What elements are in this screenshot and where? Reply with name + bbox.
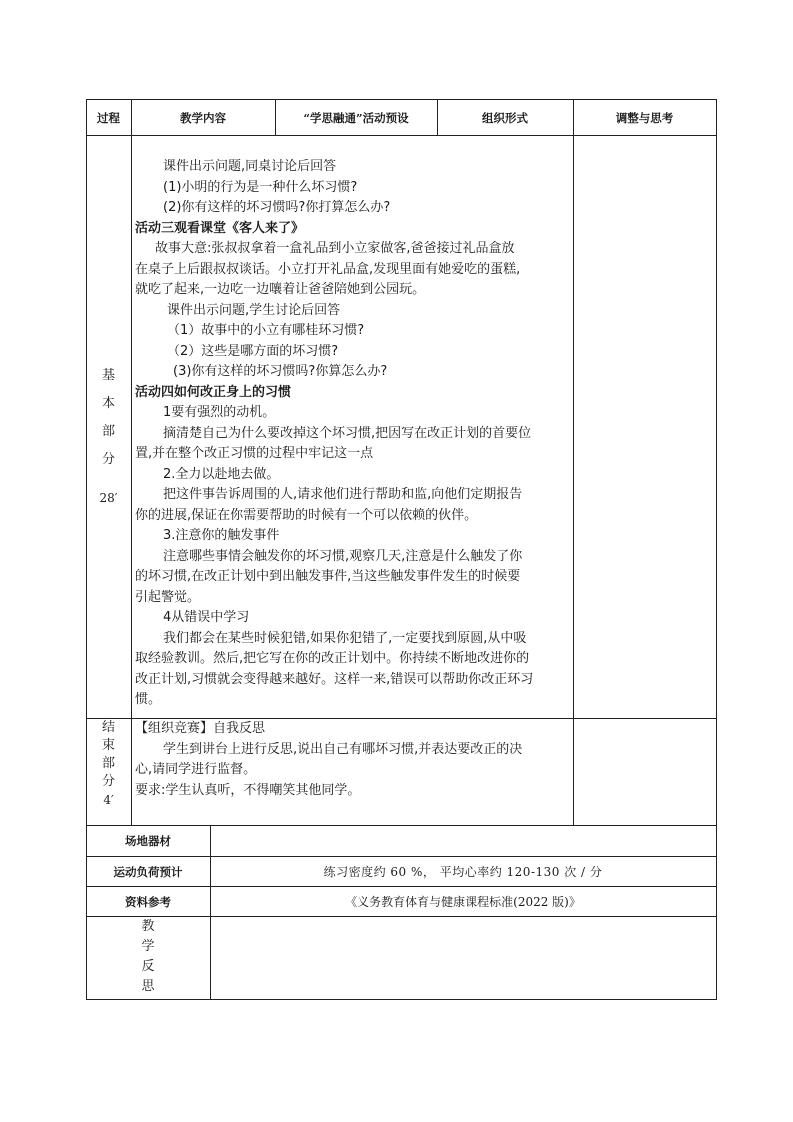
end-label-char: 束 <box>101 738 115 753</box>
header-adjust-reflect: 调整与思考 <box>615 110 674 125</box>
basic-section-label <box>86 366 131 516</box>
basic-section-content <box>135 157 571 711</box>
content-line: 故事大意:张叔叔拿着一盒礼品到小立家做客,爸爸接过礼品盒放 <box>155 241 515 256</box>
content-line: 你的进展,保证在你需要帮助的时候有一个可以依赖的伙伴。 <box>135 507 478 523</box>
activity-heading: 活动四如何改正身上的习惯 <box>135 384 292 400</box>
reflection-label-char: 反 <box>141 959 155 974</box>
activity-heading: 活动三观看课堂《客人来了》 <box>135 220 305 236</box>
col-divider-1 <box>131 99 132 825</box>
exercise-load-value: 练习密度约 60 %， 平均心率约 120-130 次 / 分 <box>323 865 603 879</box>
reflection-label-char: 学 <box>141 939 155 954</box>
content-line: 引起警觉。 <box>135 589 201 605</box>
content-line: 取经验教训。然后,把它写在你的改正计划中。你持续不断地改进你的 <box>135 651 530 666</box>
content-line: 【组织竞赛】自我反思 <box>135 721 266 736</box>
content-line: 课件出示问题,同桌讨论后回答 <box>163 159 337 174</box>
header-process: 过程 <box>97 110 120 125</box>
content-line: 我们都会在某些时候犯错,如果你犯错了,一定要找到原圆,从中吸 <box>163 630 527 646</box>
basic-label-char: 本 <box>101 396 115 411</box>
teaching-reflection-label <box>86 917 210 997</box>
reference-value: 《义务教育体育与健康课程标准(2022 版)》 <box>345 895 581 909</box>
venue-equipment-label: 场地器材 <box>125 834 171 848</box>
content-line: 改正计划,习惯就会变得越来越好。这样一来,错误可以帮助你改正环习 <box>135 671 534 687</box>
content-line: 在桌子上后跟叔叔谈话。小立打开礼品盒,发现里面有她爱吃的蛋糕, <box>135 261 521 277</box>
content-line: 3.注意你的触发事件 <box>163 528 280 543</box>
basic-section-time: 28′ <box>99 491 118 505</box>
basic-label-char: 部 <box>101 424 115 439</box>
header-activity-preset: “学思融通”活动预设 <box>303 110 409 125</box>
content-line: 摘清楚自己为什么要改掉这个坏习惯,把因写在改正计划的首要位 <box>163 425 532 441</box>
content-line: 置,并在整个改正习惯的过程中牢记这一点 <box>135 446 374 461</box>
basic-label-char: 分 <box>101 452 115 467</box>
header-bottom-border <box>86 135 717 136</box>
content-line: 心,请同学进行监督。 <box>135 762 257 777</box>
end-section-content <box>135 719 571 801</box>
content-line: (1)小明的行为是一种什么坏习惯? <box>163 179 358 195</box>
reference-label: 资料参考 <box>125 894 171 909</box>
teaching-reflection-value <box>210 917 716 999</box>
header-organization-form: 组织形式 <box>482 110 528 125</box>
end-label-char: 分 <box>101 774 115 789</box>
exercise-load-label: 运动负荷预计 <box>113 864 183 879</box>
content-line: 把这件事告诉周围的人,请求他们进行帮助和监,向他们定期报告 <box>163 487 523 502</box>
end-label-char: 结 <box>101 720 115 735</box>
end-label-char: 部 <box>101 756 115 771</box>
content-line: 的坏习惯,在改正计划中到出触发事件,当这些触发事件发生的时候要 <box>135 569 521 584</box>
basic-label-char: 基 <box>101 368 115 383</box>
table-right-border <box>716 99 717 1000</box>
header-teaching-content: 教学内容 <box>180 110 226 125</box>
content-line: 课件出示问题,学生讨论后回答 <box>167 302 341 318</box>
table-bottom-border <box>86 999 717 1000</box>
content-line: 惯。 <box>135 692 162 707</box>
content-line: 就吃了起来,一边吃一边嚷着让爸爸陪她到公园玩。 <box>135 282 426 297</box>
content-line: 4从错误中学习 <box>163 610 250 625</box>
content-line: （2）这些是哪方面的坏习惯? <box>167 343 339 359</box>
end-section-label <box>86 719 131 809</box>
end-section-time: 4′ <box>103 793 114 807</box>
content-line: 2.全力以赴地去做。 <box>163 466 280 482</box>
content-line: 1要有强烈的动机。 <box>163 405 276 420</box>
content-line: (2)你有这样的坏习惯吗?你打算怎么办? <box>163 200 391 215</box>
col-divider-4 <box>573 99 574 825</box>
reflection-label-char: 教 <box>141 919 155 934</box>
content-line: 学生到讲台上进行反思,说出自己有哪坏习惯,并表达要改正的决 <box>163 741 523 757</box>
venue-equipment-value <box>210 826 716 856</box>
content-line: 注意哪些事情会触发你的坏习惯,观察几天,注意是什么触发了你 <box>163 548 523 564</box>
reflection-label-char: 思 <box>141 979 155 994</box>
content-line: 要求:学生认真听，不得嘲笑其他同学。 <box>135 782 361 798</box>
content-line: (3)你有这样的坏习惯吗?你算怎么办? <box>173 364 388 379</box>
content-line: （1）故事中的小立有哪桂环习惯? <box>167 323 365 338</box>
